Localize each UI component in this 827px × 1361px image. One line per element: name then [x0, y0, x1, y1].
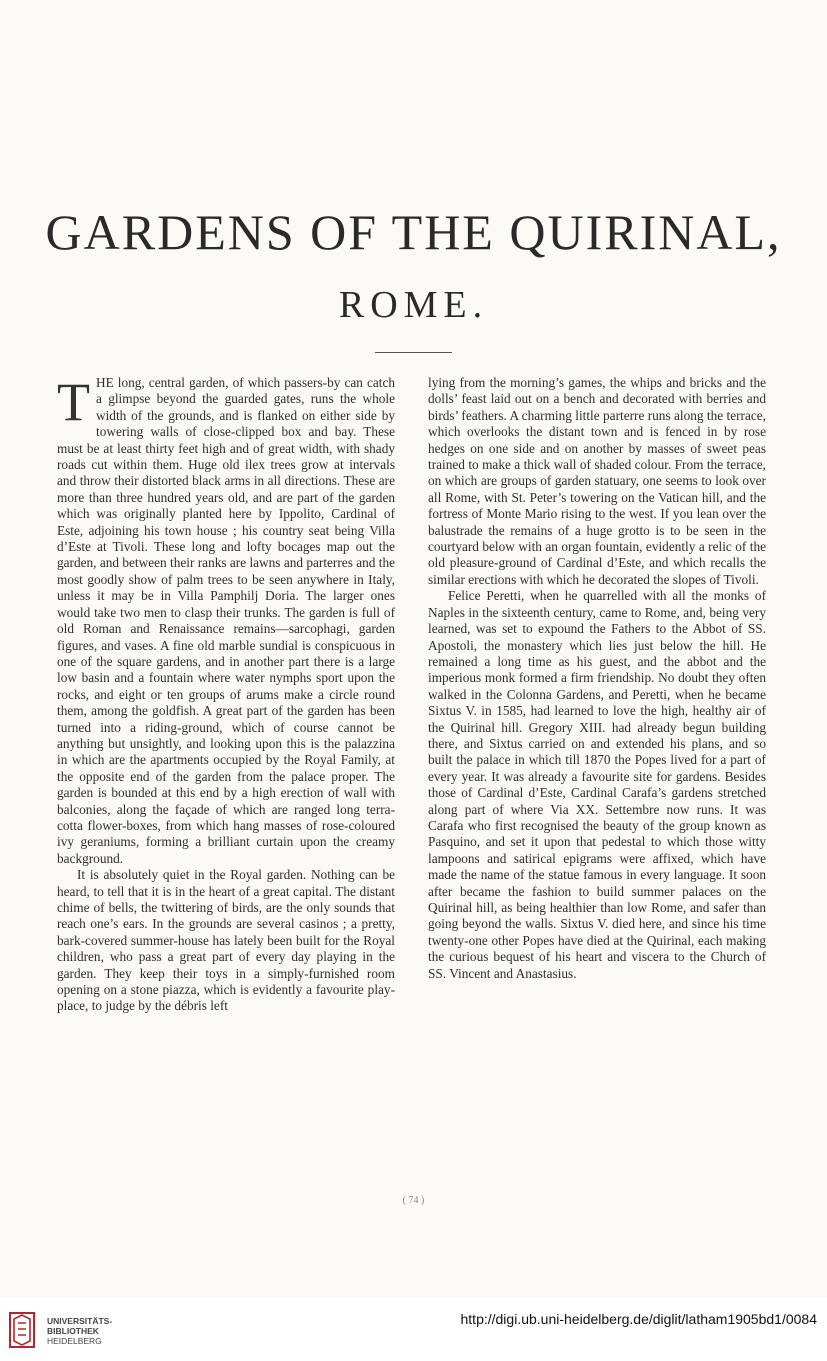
source-url-link[interactable]: http://digi.ub.uni-heidelberg.de/diglit/latham1905bd1/0084 — [460, 1311, 817, 1327]
paragraph: lying from the morning’s games, the whips and bricks and the dolls’ feast laid out on a bench and decorated with berries and birds’ feathers. A charming little parterre runs along the terrace, which overlooks the distant town and is fenced in by rose hedges on one side and on another by masses of sweet peas trained to make a thick wall of shaded colour. From the terrace, on which are groups of garden statuary, one seems to look over all Rome, with St. Peter’s towering on the Vatican hill, and the fortress of Monte Mario rising to the west. If you lean over the balustrade the remains of a huge grotto is to be seen in the courtyard below with an organ fountain, evidently a relic of the old pleasure-ground of Cardinal d’Este, and which recalls the similar erections with which he decorated the slopes of Tivoli. — [428, 375, 766, 587]
library-name-line2: BIBLIOTHEK — [47, 1326, 99, 1336]
page-number: ( 74 ) — [402, 1195, 425, 1206]
library-name-line1: UNIVERSITÄTS- — [47, 1316, 113, 1326]
title-rule — [375, 352, 452, 353]
library-logo-icon — [8, 1309, 38, 1351]
page-subtitle: ROME. — [338, 284, 489, 326]
page-title: GARDENS OF THE QUIRINAL, — [45, 204, 782, 260]
library-name — [47, 1316, 112, 1346]
footer-bar — [0, 1297, 827, 1361]
paragraph: It is absolutely quiet in the Royal garden. Nothing can be heard, to tell that it is in the heart of a great capital. The distant chime of bells, the twittering of birds, are the only sounds that reach one’s ears. In the grounds are several casinos ; a pretty, bark-covered summer-house has lately been built for the Royal children, who pass a great part of every day playing in the garden. They keep their toys in a simply-furnished room opening on a stone piazza, which is evidently a favourite play-place, to judge by the débris left — [57, 867, 395, 1014]
drop-cap: T — [57, 372, 90, 432]
right-column — [428, 375, 766, 982]
paragraph: Felice Peretti, when he quarrelled with all the monks of Naples in the sixteenth century, came to Rome, and, being very learned, was set to expound the Fathers to the Abbot of SS. Apostoli, the monastery which lies just below the hill. He remained a long time as his guest, and the abbot and the imperious monk formed a firm friendship. No doubt they often walked in the Colonna Gardens, and Peretti, when he became Sixtus V. in 1585, had learned to love the high, healthy air of the Quirinal hill. Gregory XIII. had already begun building there, and Sixtus carried on and extended his plans, and so built the palace in which till 1870 the Popes lived for a part of every year. It was already a favourite site for gardens. Besides those of Cardinal d’Este, Cardinal Carafa’s gardens stretched along part of where Via XX. Settembre now runs. It was Carafa who first recognised the beauty of the group known as Pasquino, and set it upon that pedestal to which those witty lampoons and satirical epigrams were affixed, which have made the name of the statue famous in every language. It soon after became the fashion to build summer palaces on the Quirinal hill, as being healthier than low Rome, and safer than going beyond the walls. Sixtus V. died here, and since his time twenty-one other Popes have died at the Quirinal, each making the curious bequest of his heart and viscera to the Church of SS. Vincent and Anastasius. — [428, 588, 766, 981]
paragraph: HE long, central garden, of which passers-by can catch a glimpse beyond the guarded gates, runs the whole width of the grounds, and is flanked on either side by towering walls of close-clipped box and bay. These must be at least thirty feet high and of great width, with shady roads cut within them. Huge old ilex trees grow at intervals and throw their distorted black arms in all directions. These are more than three hundred years old, and are part of the garden which was originally planted here by Ippolito, Cardinal of Este, adjoining his town house ; his country seat being Villa d’Este at Tivoli. These long and lofty bocages map out the garden, and between their ranks are lawns and parterres and the most goodly show of palm trees to be seen anywhere in Italy, unless it may be in Villa Pamphilj Doria. The larger ones would take two men to clasp their trunks. The garden is full of old Roman and Renaissance remains—sarcophagi, garden figures, and vases. A fine old marble sundial is conspicuous in one of the square gardens, and in another part there is a large low basin and a fountain where water nymphs sport upon the rocks, and eight or ten groups of arums make a circle round them, among the goldfish. A great part of the garden has been turned into a riding-ground, which of course cannot be anything but unsightly, and looking upon this is the palazzina in which are the apartments occupied by the Royal Family, at the opposite end of the garden from the palace proper. The garden is bounded at this end by a high erection of wall with balconies, along the façade of which are ranged long terra-cotta flower-boxes, from which hang masses of rose-coloured ivy geraniums, forming a brilliant curtain upon the creamy background. — [57, 375, 395, 866]
library-name-line3: HEIDELBERG — [47, 1336, 102, 1346]
left-column — [57, 372, 395, 1015]
